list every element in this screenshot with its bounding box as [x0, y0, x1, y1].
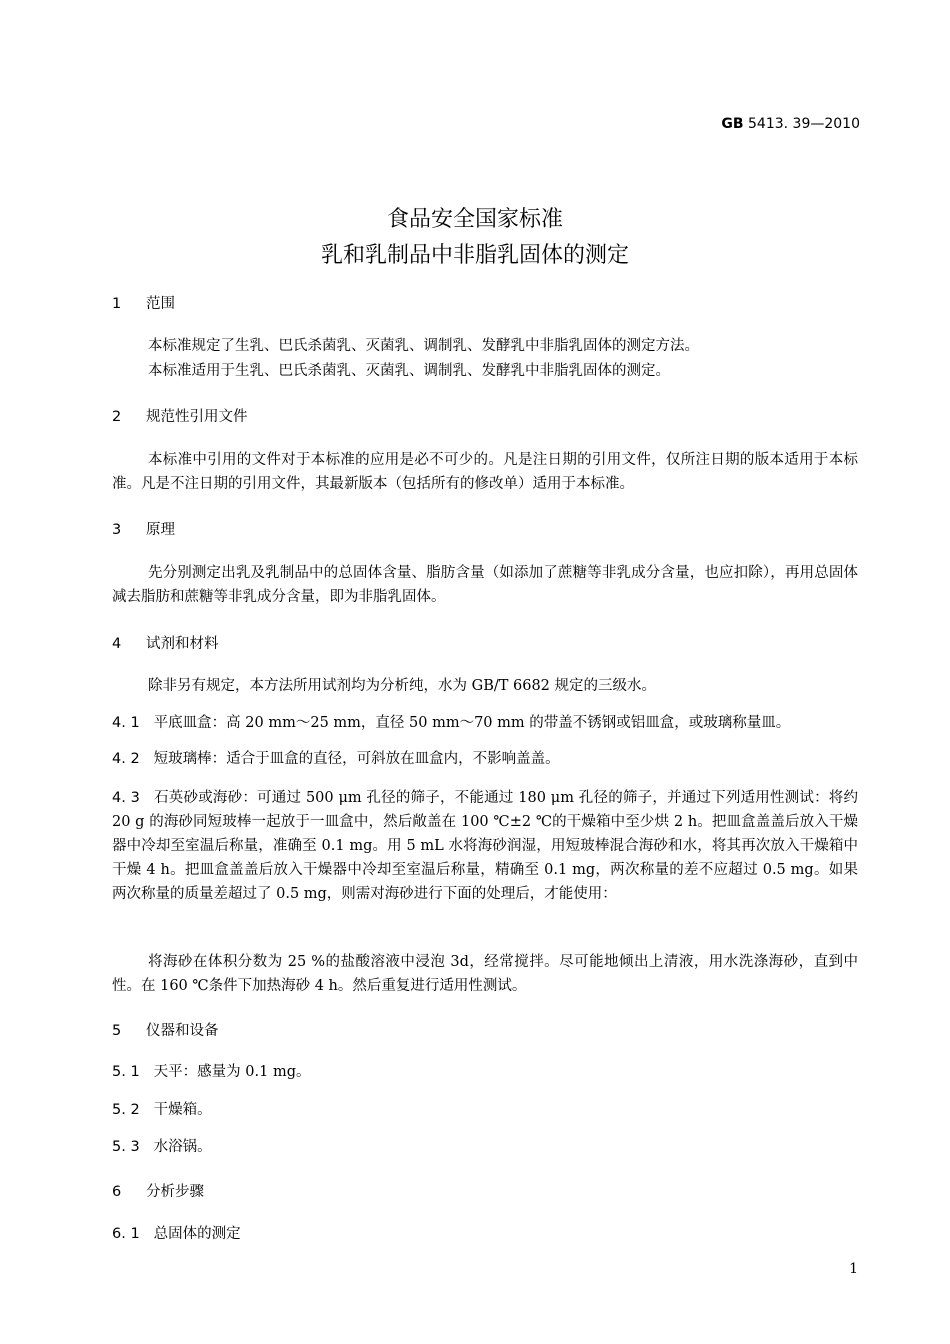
clause-number: 6. 1 [112, 1226, 140, 1242]
clause-number: 5. 2 [112, 1102, 140, 1118]
clause-number: 4. 2 [112, 751, 140, 767]
clause-text: 总固体的测定 [153, 1226, 241, 1242]
page-number: 1 [849, 1261, 858, 1277]
paragraph-reagents: 除非另有规定，本方法所用试剂均为分析纯，水为 GB/T 6682 规定的三级水。 [148, 678, 657, 694]
clause-text: 天平：感量为 0.1 mg。 [153, 1064, 311, 1080]
clause-5-2 [112, 1098, 858, 1122]
clause-number: 5. 1 [112, 1064, 140, 1080]
clause-5-1 [112, 1060, 858, 1084]
clause-number: 5. 3 [112, 1139, 140, 1155]
clause-4-2 [112, 747, 858, 771]
clause-number: 4. 1 [112, 715, 140, 731]
paragraph-sand-treatment: 将海砂在体积分数为 25 %的盐酸溶液中浸泡 3d，经常搅拌。尽可能地倾出上清液，用水洗涤海砂，直到中性。在 160 ℃条件下加热海砂 4 h。然后重复进行适用性测试。 [112, 954, 858, 994]
paragraph-scope-1: 本标准规定了生乳、巴氏杀菌乳、灭菌乳、调制乳、发酵乳中非脂乳固体的测定方法。 [148, 338, 699, 354]
clause-number: 4. 3 [112, 790, 140, 806]
section-number: 5 [112, 1023, 122, 1039]
section-title: 原理 [146, 522, 175, 538]
paragraph-principle: 先分别测定出乳及乳制品中的总固体含量、脂肪含量（如添加了蔗糖等非乳成分含量，也应扣除），再用总固体减去脂肪和蔗糖等非乳成分含量，即为非脂乳固体。 [112, 565, 858, 605]
clause-text: 石英砂或海砂：可通过 500 μm 孔径的筛子，不能通过 180 μm 孔径的筛子，并通过下列适用性测试：将约 20 g 的海砂同短玻棒一起放于一皿盒中，然后敞盖在 100 ℃±2 ℃的干燥箱中至少烘 2 h。把皿盒盖盖后放入干燥器中冷却至室温后称量，准确至 0.1 mg。用 5 mL 水将海砂润湿，用短玻棒混合海砂和水，将其再次放入干燥箱中干燥 4 h。把皿盒盖盖后放入干燥器中冷却至室温后称量，精确至 0.1 mg，两次称量的差不应超过 0.5 mg。如果两次称量的质量差超过了 0.5 mg，则需对海砂进行下面的处理后，才能使用： [112, 790, 858, 902]
section-number: 4 [112, 636, 122, 652]
section-heading-apparatus [112, 1019, 219, 1040]
section-title: 范围 [146, 296, 175, 312]
clause-text: 干燥箱。 [153, 1102, 212, 1118]
section-heading-principle [112, 518, 175, 539]
section-heading-procedure [112, 1180, 204, 1201]
paragraph-references: 本标准中引用的文件对于本标准的应用是必不可少的。凡是注日期的引用文件，仅所注日期的版本适用于本标准。凡是不注日期的引用文件，其最新版本（包括所有的修改单）适用于本标准。 [112, 452, 858, 492]
section-heading-scope [112, 292, 175, 313]
section-title: 试剂和材料 [146, 636, 219, 652]
section-number: 1 [112, 296, 122, 312]
section-heading-reagents [112, 632, 219, 653]
section-title: 仪器和设备 [146, 1023, 219, 1039]
section-number: 6 [112, 1184, 122, 1200]
section-title: 规范性引用文件 [146, 409, 248, 425]
standard-number: 5413. 39—2010 [748, 116, 860, 132]
clause-4-1 [112, 711, 858, 735]
paragraph-scope-2: 本标准适用于生乳、巴氏杀菌乳、灭菌乳、调制乳、发酵乳中非脂乳固体的测定。 [148, 363, 670, 379]
section-heading-references [112, 405, 248, 426]
standard-prefix: GB [721, 116, 744, 132]
section-number: 2 [112, 409, 122, 425]
clause-4-3 [112, 786, 858, 906]
clause-text: 水浴锅。 [153, 1139, 212, 1155]
document-title-line1: 食品安全国家标准 [386, 207, 563, 232]
section-title: 分析步骤 [146, 1184, 204, 1200]
standard-code [721, 116, 860, 132]
clause-5-3 [112, 1135, 858, 1159]
section-number: 3 [112, 522, 122, 538]
clause-text: 短玻璃棒：适合于皿盒的直径，可斜放在皿盒内，不影响盖盖。 [153, 751, 560, 767]
clause-6-1 [112, 1222, 858, 1246]
clause-text: 平底皿盒：高 20 mm～25 mm，直径 50 mm～70 mm 的带盖不锈钢或铝皿盒，或玻璃称量皿。 [153, 715, 791, 731]
document-title-line2: 乳和乳制品中非脂乳固体的测定 [320, 243, 629, 268]
